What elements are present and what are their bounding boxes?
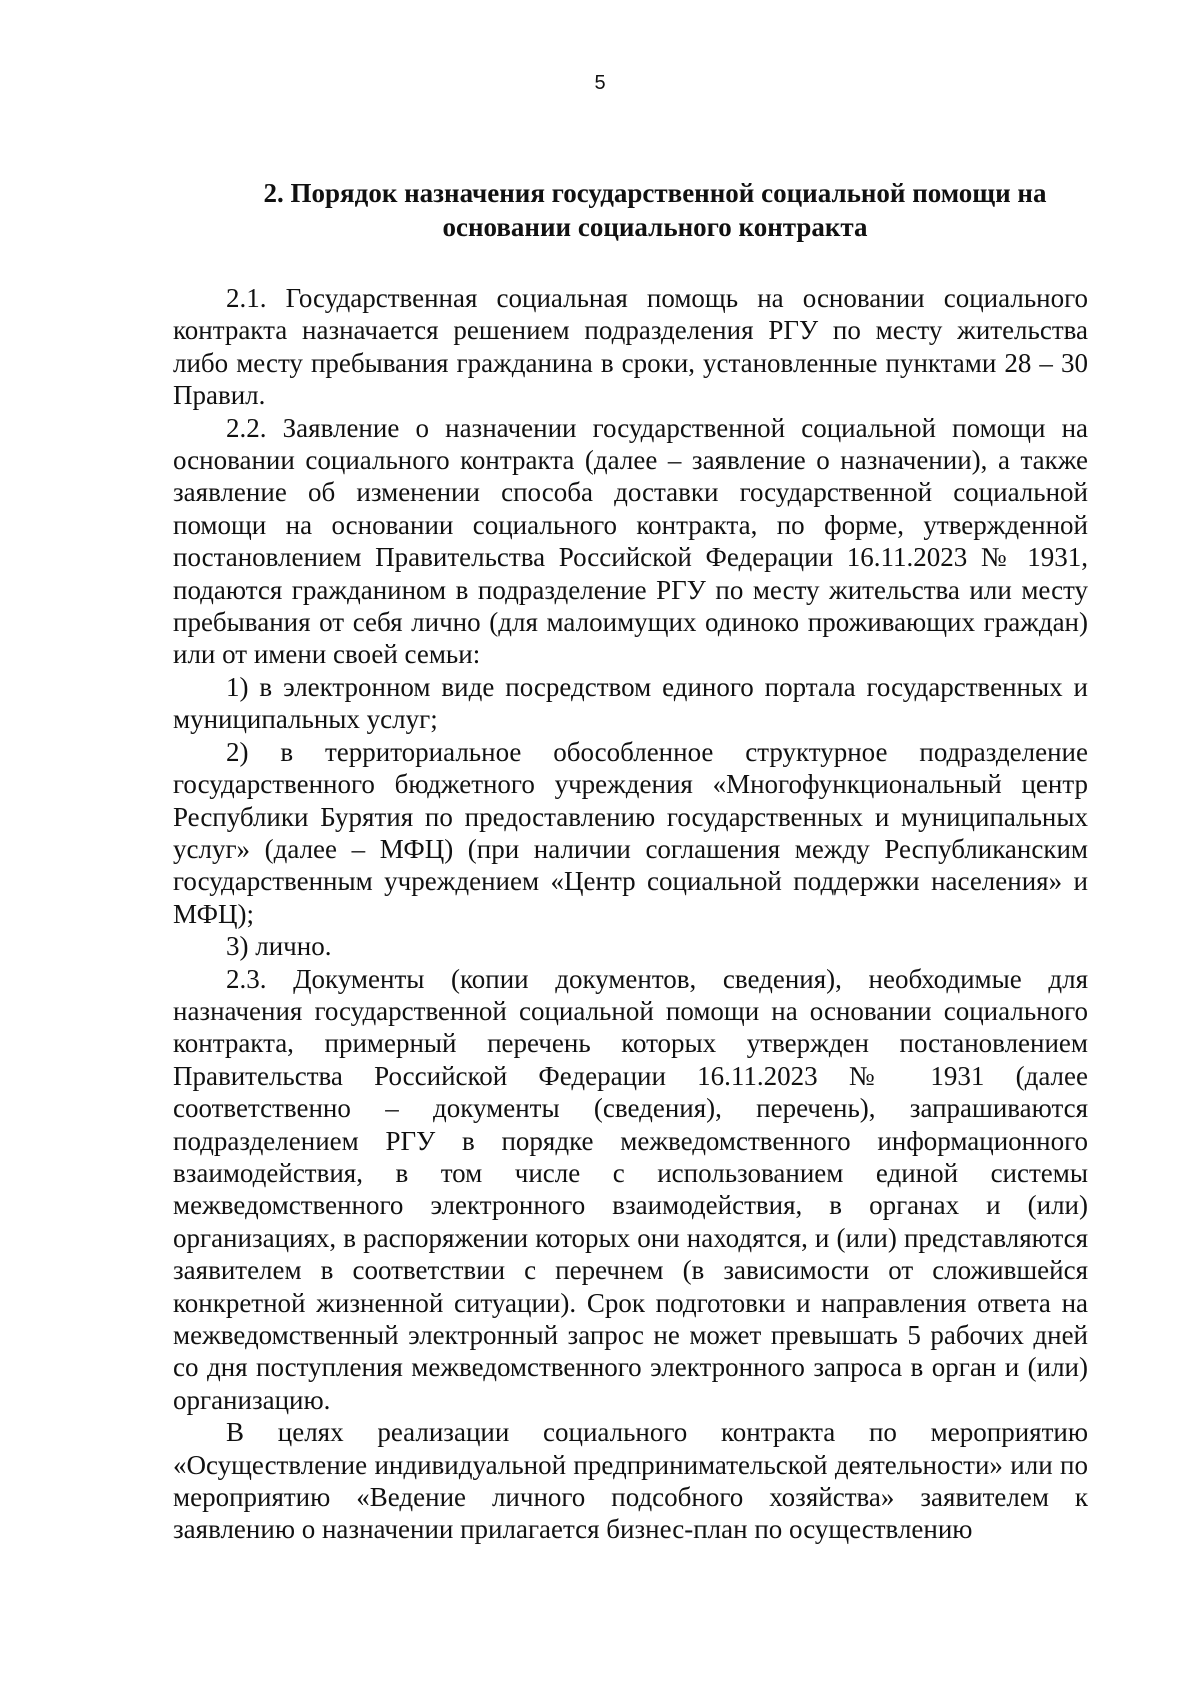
paragraph-2-2: 2.2. Заявление о назначении государственной социальной помощи на основании социального контракта (далее – заявление о назначении), а также заявление об изменении способа доставки государственной социальной помощи на основании социального контракта, по форме, утвержденной постановлением Правительства Российской Федерации 16.11.2023 № 1931, подаются гражданином в подразделение РГУ по месту жительства или месту пребывания от себя лично (для малоимущих одиноко проживающих граждан) или от имени своей семьи:: [173, 412, 1088, 670]
section-title-line-1: 2. Порядок назначения государственной социальной помощи на: [263, 178, 1047, 208]
list-item-3: 3) лично.: [226, 931, 332, 962]
paragraph-2-3: 2.3. Документы (копии документов, сведения), необходимые для назначения государственной социальной помощи на основании социального контракта, примерный перечень которых утвержден постановлением Правительства Российской Федерации 16.11.2023 № 1931 (далее соответственно – документы (сведения), перечень), запрашиваются подразделением РГУ в порядке межведомственного информационного взаимодействия, в том числе с использованием единой системы межведомственного электронного взаимодействия, в органах и (или) организациях, в распоряжении которых они находятся, и (или) представляются заявителем в соответствии с перечнем (в зависимости от сложившейся конкретной жизненной ситуации). Срок подготовки и направления ответа на межведомственный электронный запрос не может превышать 5 рабочих дней со дня поступления межведомственного электронного запроса в орган и (или) организацию.: [173, 963, 1088, 1415]
paragraph-business-plan: В целях реализации социального контракта по мероприятию «Осуществление индивидуальной предпринимательской деятельности» или по мероприятию «Ведение личного подсобного хозяйства» заявителем к заявлению о назначении прилагается бизнес-план по осуществлению: [173, 1417, 1088, 1545]
section-title: [215, 176, 1095, 244]
paragraph-2-1: 2.1. Государственная социальная помощь на основании социального контракта назначается решением подразделения РГУ по месту жительства либо месту пребывания гражданина в сроки, установленные пунктами 28 – 30 Правил.: [173, 283, 1088, 411]
document-body: [173, 282, 1088, 1546]
list-item-1: 1) в электронном виде посредством единого портала государственных и муниципальных услуг;: [173, 671, 1088, 735]
page-number: 5: [594, 72, 606, 94]
list-item-2: 2) в территориальное обособленное структурное подразделение государственного бюджетного учреждения «Многофункциональный центр Республики Бурятия по предоставлению государственных и муниципальных услуг» (далее – МФЦ) (при наличии соглашения между Республиканским государственным учреждением «Центр социальной поддержки населения» и МФЦ);: [173, 736, 1088, 929]
section-title-line-2: основании социального контракта: [442, 212, 868, 242]
